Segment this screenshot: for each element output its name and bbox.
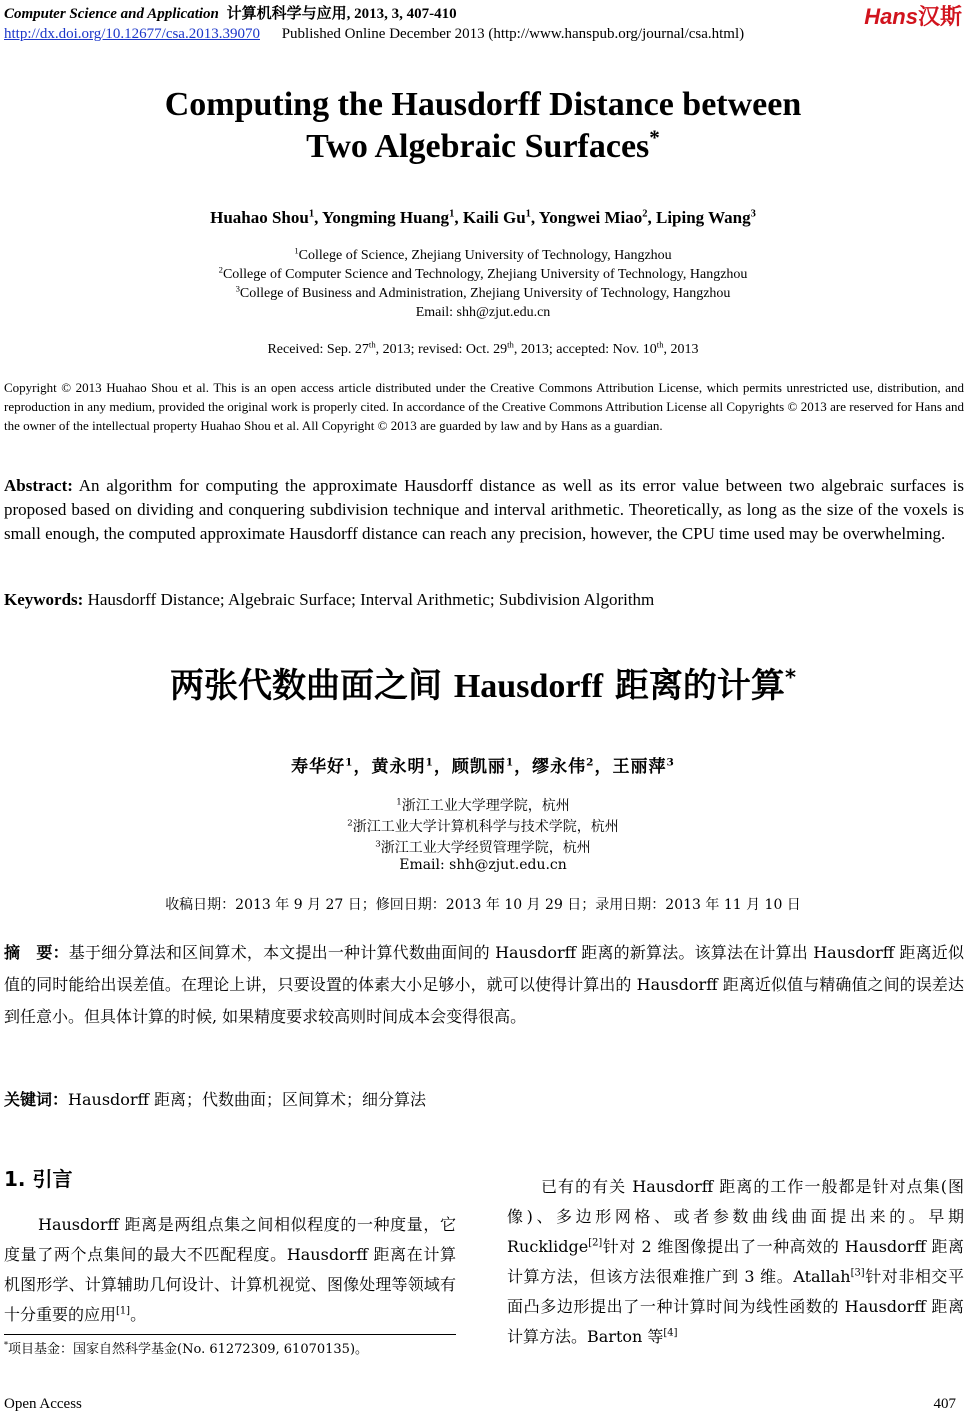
journal-name: Computer Science and Application: [4, 6, 219, 22]
title-footnote-mark: *: [649, 125, 660, 150]
related-work-text: 已有的有关 Hausdorff 距离的工作一般都是针对点集(图像)、多边形网格、或者参数曲线曲面提出来的。早期 Rucklidge: [507, 1177, 964, 1256]
section-title: 引言: [32, 1167, 73, 1191]
aff-text: College of Computer Science and Technology, Zhejiang University of Technology, Hangzhou: [222, 267, 748, 282]
keywords-cn-text: Hausdorff 距离；代数曲面；区间算术；细分算法: [68, 1090, 427, 1109]
citation-ref[interactable]: [2]: [588, 1237, 603, 1249]
copyright-notice: Copyright © 2013 Huahao Shou et al. This is an open access article distributed under the Creative Commons Attribution License, which permits unrestricted use, distribution, and reproduction in any medium, provided the original work is properly cited. In accordance of the Creative Commons Attribution License all Copyrights © 2013 are reserved for Hans and the owner of the intellectual property Huahao Shou et al. All Copyright © 2013 are guarded by law and by Hans as a guardian.: [4, 380, 964, 433]
doi-line: [4, 26, 744, 43]
aff-sup: 2: [347, 818, 353, 829]
intro-right-column: [507, 1172, 964, 1352]
doi-link[interactable]: http://dx.doi.org/10.12677/csa.2013.39070: [4, 26, 260, 42]
keywords-label: Keywords:: [4, 590, 84, 609]
abstract-text: An algorithm for computing the approximate Hausdorff distance as well as its error value between two algebraic surfaces is proposed based on dividing and conquering subdivision technique and interval arithmetic. Theoretically, as long as the size of the voxels is small enough, the computed approximate Hausdorff distance can reach any precision, however, the CPU time used may be overwhelming.: [4, 476, 964, 543]
keywords-text: Hausdorff Distance; Algebraic Surface; Interval Arithmetic; Subdivision Algorithm: [83, 590, 655, 609]
citation-ref[interactable]: [4]: [663, 1327, 678, 1339]
paper-title-en: [0, 84, 966, 168]
related-work-text: 针对非相交平面凸多边形提出了一种计算时间为线性函数的 Hausdorff 距离计算方法。Barton 等: [507, 1267, 964, 1346]
received-dates-cn: 收稿日期：2013 年 9 月 27 日；修回日期：2013 年 10 月 29 日；录用日期：2013 年 11 月 10 日: [165, 897, 801, 913]
section-heading: [4, 1163, 72, 1192]
ordinal-sup: th: [656, 339, 664, 350]
authors-en: Huahao Shou$^1$, Yongming Huang$^1$, Kaili Gu$^1$, Yongwei Miao$^2$, Liping Wang$^3$: [210, 208, 756, 227]
footnote-text: 项目基金：国家自然科学基金(No. 61272309, 61070135)。: [8, 1342, 369, 1357]
running-header: [4, 2, 457, 23]
author-name: Yongming Huang: [321, 208, 450, 227]
ordinal-sup: th: [507, 339, 514, 350]
logo-text-cn: 汉斯: [917, 4, 962, 29]
title-cn-footnote-mark: *: [784, 664, 796, 690]
intro-paragraph-end: 。: [130, 1305, 147, 1324]
author-name: Huahao Shou: [210, 208, 309, 227]
aff-sup: 3: [235, 283, 240, 294]
author-name: Liping Wang: [655, 208, 751, 227]
abstract-label: Abstract:: [4, 476, 73, 495]
author-name: Yongwei Miao: [538, 208, 643, 227]
footnote-mark: *: [4, 1340, 9, 1350]
keywords-cn: [4, 1087, 964, 1110]
citation-ref[interactable]: [1]: [116, 1305, 131, 1317]
title-cn-pre: 两张代数曲面之间: [170, 666, 454, 706]
author-name-cn: 缪永伟: [532, 757, 587, 777]
published-info: Published Online December 2013 (http://www.hanspub.org/journal/csa.html): [281, 26, 745, 42]
author-name-cn: 顾凯丽: [451, 757, 506, 777]
aff-sup: 1: [396, 797, 402, 808]
hans-logo: [864, 0, 962, 31]
revised-text: , 2013; revised: Oct. 29: [375, 342, 508, 357]
logo-text-en: Hans: [864, 4, 918, 29]
authors-cn: 寿华好$^1$，黄永明$^1$，顾凯丽$^1$，缪永伟$^2$，王丽萍$^3$: [291, 756, 675, 777]
aff-sup: 1: [294, 245, 299, 256]
aff-text-cn: 浙江工业大学经贸管理学院，杭州: [380, 840, 591, 856]
title-cn-post: 距离的计算: [603, 666, 785, 706]
author-sup: 2: [586, 756, 595, 769]
author-sup: 3: [750, 208, 756, 220]
abstract-cn-text: 基于细分算法和区间算术，本文提出一种计算代数曲面间的 Hausdorff 距离的新算法。该算法在计算出 Hausdorff 距离近似值的同时能给出误差值。在理论上讲，只要设置的体素大小足够小，就可以使得计算出的 Hausdorff 距离近似值与精确值之间的误差达到任意小。但具体计算的时候, 如果精度要求较高则时间成本会变得很高。: [4, 943, 964, 1026]
aff-text-cn: 浙江工业大学理学院，杭州: [401, 798, 570, 814]
author-sup: 2: [642, 208, 648, 220]
intro-left-column: [4, 1210, 456, 1330]
intro-paragraph: Hausdorff 距离是两组点集之间相似程度的一种度量，它度量了两个点集间的最大不匹配程度。Hausdorff 距离在计算机图形学、计算辅助几何设计、计算机视觉、图像处理等领域有十分重要的应用: [4, 1215, 456, 1324]
title-line-1: Computing the Hausdorff Distance between: [164, 86, 802, 123]
aff-sup: 2: [218, 264, 223, 275]
affiliation-3: [0, 283, 966, 302]
affiliation-1: [0, 245, 966, 264]
author-sup: 1: [425, 756, 434, 769]
citation-ref[interactable]: [3]: [850, 1267, 865, 1279]
abstract-en: [4, 474, 964, 546]
affiliation-cn-3: [0, 837, 966, 857]
abstract-cn-label: 摘 要：: [4, 943, 69, 962]
keywords-cn-label: 关键词：: [4, 1090, 69, 1109]
email-cn[interactable]: Email: shh@zjut.edu.cn: [399, 857, 567, 873]
aff-text: College of Business and Administration, Zhejiang University of Technology, Hangzhou: [239, 286, 731, 301]
author-name-cn: 寿华好: [291, 757, 346, 777]
author-sup: 1: [505, 756, 515, 769]
author-name: Kaili Gu: [462, 208, 526, 227]
page-number: 407: [933, 1396, 956, 1412]
keywords-en: [4, 590, 964, 610]
section-number: 1.: [4, 1167, 26, 1191]
email-en[interactable]: Email: shh@zjut.edu.cn: [415, 305, 551, 320]
open-access-label: Open Access: [4, 1396, 82, 1412]
affiliation-cn-2: [0, 816, 966, 836]
author-sup: 1: [449, 208, 455, 220]
aff-sup: 3: [375, 839, 381, 850]
title-cn-en: Hausdorff: [453, 668, 604, 705]
affiliation-2: [0, 264, 966, 283]
ordinal-sup: th: [368, 339, 376, 350]
title-line-2: Two Algebraic Surfaces: [306, 128, 650, 165]
received-dates-en: [0, 339, 966, 358]
author-sup: 1: [345, 756, 354, 769]
abstract-cn: [4, 937, 964, 1033]
aff-text-cn: 浙江工业大学计算机科学与技术学院，杭州: [352, 819, 619, 835]
year-text: , 2013: [663, 342, 699, 357]
aff-text: College of Science, Zhejiang University of Technology, Hangzhou: [298, 248, 672, 263]
journal-volume: 计算机科学与应用, 2013, 3, 407-410: [226, 6, 457, 22]
accepted-text: , 2013; accepted: Nov. 10: [513, 342, 657, 357]
affiliation-cn-1: [0, 795, 966, 815]
author-name-cn: 黄永明: [371, 757, 426, 777]
footnote: [4, 1338, 368, 1357]
author-sup: 1: [308, 208, 315, 220]
related-work-text: 针对 2 维图像提出了一种高效的 Hausdorff 距离计算方法，但该方法很难推广到 3 维。Atallah: [507, 1237, 964, 1286]
author-sup: 1: [525, 208, 531, 220]
received-text: Received: Sep. 27: [267, 342, 369, 357]
author-name-cn: 王丽萍: [612, 757, 667, 777]
paper-title-cn: [0, 658, 966, 707]
author-sup: 3: [666, 756, 675, 769]
footnote-divider: [4, 1334, 456, 1335]
